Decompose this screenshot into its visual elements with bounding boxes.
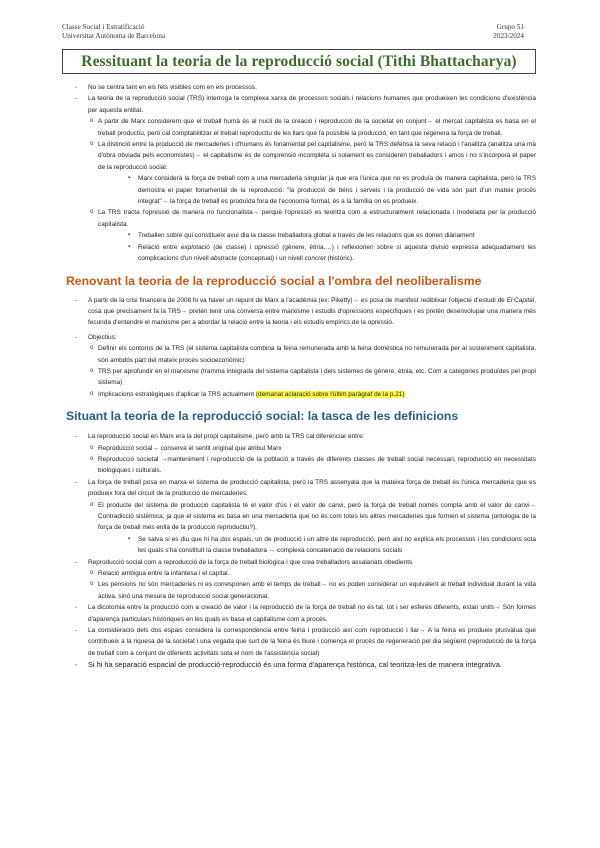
- list-item-text: TRS per aprofundir en el marxisme (tramma integrada del sistema capitalista i dels sistemes de gènere, ètnia, etc. Com a categories produïdes pel propi sistema): [98, 367, 536, 387]
- document-title: Ressituant la teoria de la reproducció social (Tithi Bhattacharya): [81, 52, 517, 70]
- list-item-text: A partir de Marx considerem que el treball humà és al nucli de la creació i reproducció de la societat en conjunt→ el mercat capitalista es basa en el treball productiu, però cal comptabilitzar el treball reproductiu de les llars que fa possible la producció, en tant que regenera la força de treball.: [98, 118, 536, 137]
- list-item: [66, 602, 536, 625]
- list-item: [66, 116, 536, 139]
- list-item: [66, 431, 536, 442]
- list-item: [66, 139, 536, 173]
- list-item: [66, 82, 536, 93]
- list-item-text: Relació ambigua entre la infantesa i el capital.: [98, 570, 230, 578]
- list-item: [66, 389, 536, 400]
- document-content: [66, 82, 536, 671]
- list-item-text: Reproducció social→ conserva el sentit original que atribuí Marx: [98, 444, 282, 452]
- academic-year: 2023/2024: [493, 32, 524, 40]
- list-item: [66, 207, 536, 230]
- list-item-text: La dicotomia entre la producció com a creació de valor i la reproducció de la força de treball no és tal, tot i ser esferes diferents, estan units→ Són formes d'aparença particulars històriques en les quals es basa el capitalisme com a procés.: [88, 604, 536, 623]
- list-item-text: Treballen sobre qui constitueix avui dia la classe treballadora global a través de les relacions que es donen diàriament: [138, 232, 475, 240]
- list-item: [66, 343, 536, 366]
- title-box: [62, 49, 536, 74]
- university-name: Universitat Autònoma de Barcelona: [62, 32, 166, 40]
- list-item-text: No se centra tant en els fets visibles com en els processos.: [88, 84, 257, 91]
- list-item: [66, 332, 536, 343]
- list-item-text: La reproducció social en Marx era la del propi capitalisme, però amb la TRS cal diferenciar entre:: [88, 433, 365, 441]
- list-item-text: Se salva si es diu que hi ha dos espais, un de producció i un altre de reproducció, però així no explica els processos i les condicions sota les quals s'ha constituït la classe treballadora → complexa concatenació de relacions socials: [138, 535, 536, 555]
- course-name: Classe Social i Estratificació: [62, 23, 145, 31]
- list-item-text: Les pensions no són mercaderies ni es corresponen amb el temps de treball→ no es poden considerar un equivalent al treball individual durant la vida activa, sinó una mesura de reproducció social generacional.: [98, 581, 536, 600]
- list-item: [66, 557, 536, 568]
- list-item-text: Implicacions estratègiques d'aplicar la TRS actualment: [98, 390, 255, 398]
- list-item-text: Objectius:: [88, 333, 117, 341]
- list-item-text: Si hi ha separació espacial de producció-reproducció és una forma d'aparença històrica, cal teoritza-les de manera integrativa.: [88, 660, 502, 670]
- list-item: [66, 568, 536, 579]
- list-item-text: La força de treball posa en marxa el sistema de producció capitalista, però la TRS assenyala que la mateixa força de treball és l'única mercaderia que es produeix fora del circuit de la producció de mercaderies.: [88, 478, 536, 498]
- list-item: [66, 454, 536, 477]
- list-item-text: La TRS tracta l'opressió de manera no funcionalista→ perquè l'opressió es teoritza com a estructuralment relacionada i modelada per la producció capitalista.: [98, 209, 536, 228]
- list-item-text: Reproducció societal →manteniment i reproducció de la població a través de diferents classes de treball social necessari, reproducció en necessitats biològiques i culturals.: [98, 455, 536, 475]
- list-item: - A partir de la crisi financera de 2008 hi va haver un repunt de Marx a l'acadèmia (ex: Piketty)→ es posa de manifest rediblixar l'objecte d'estudi de El Capital, cosa que precisament fa la TRS→ pretén tenir una conversa entre marxisme i estudis d'opressions específiques i es pretén desenvolupar una manera més fecunda d'entendre el marxisme per a abordar la relació entre la teoria i els estudis empírics de la opressió.: [66, 295, 536, 329]
- list-item: [66, 579, 536, 602]
- list-item-text: Definir els contorns de la TRS (el sistema capitalista combina la feina remunerada amb la feina domèstica no remunerada per al sosteniment capitalista, són ambdós part del mateix procés socioeconòmic): [98, 345, 536, 364]
- list-item-text: Marx considerà la força de treball com a una mercaderia singular ja que era l'única que no es produïa de manera capitalista, però la TRS demostra el paper fonamental de la reproducció: "la producció de béns i serveis i la producció de vida són part d'un mateix procés integrat"→ la força de treball es produïda fora de l'economia formal, és a la família on es produeix.: [138, 175, 536, 206]
- list-item: [66, 366, 536, 389]
- section-intro-list: [66, 82, 536, 265]
- section-heading-definitions: Situant la teoria de la reproducció social: la tasca de les definicions: [66, 409, 459, 424]
- list-item: [66, 173, 536, 207]
- list-item-text: Reproducció social com a reproducció de la força de treball biològica i que crea treballadors assalariats obedients: [88, 558, 413, 566]
- list-item-text: La distinció entre la producció de mercaderies i d'humans és fonamental pel capitalisme, però la TRS defensa la seva relació i l'analitza (analitza una mà d'obra obviada pels economistes)→ el capitalisme és de comprensió incompleta si solament es consideren treballadors i amos i no s'incorpora el paper de la reproducció social.: [98, 141, 536, 171]
- list-item: [66, 93, 536, 116]
- page-header-right: [493, 23, 524, 41]
- list-item-text: El producte del sistema de producció capitalista té el valor d'ús i el valor de canvi, però la força de treball només compta amb el valor de canvi→ Contradicció sistèmica, ja que el sistema es basa en una mercaderia que no és com totes les altres mercaderies que formen el sistema (ontologia de la força de treball més enllà de la producció reproductiu?).: [98, 501, 536, 532]
- section-definitions-list: [66, 431, 536, 671]
- page-header-left: [62, 23, 165, 41]
- list-item-text: La teoria de la reproducció social (TRS) interroga la complexa xarxa de processos socials i relacions humanes que produeixen les condicions d'existència per aquesta entitat.: [88, 95, 536, 114]
- list-item: [66, 625, 536, 659]
- list-item: [66, 659, 536, 671]
- highlighted-note: (demanat aclaració sobre l'últim paràgraf de la p.21): [255, 390, 405, 398]
- list-item: [66, 230, 536, 241]
- list-item-text: La consideració dels dos espais considera la correspondència entre feina i producció així com reproducció i llar→ A la feina es produeix plusvàlua que contribueix a la riquesa de la societat i una vegada que surt de la feina és lliure i comença el procés de regeneració pel dia següent (reproducció de la força de treball com a conjunt de diferents activitats sota el nom de l'assistència social): [88, 627, 536, 657]
- list-item: [66, 443, 536, 454]
- list-item: [66, 477, 536, 500]
- list-item: ▪ Relació entre explotació (de classe) i opressió (gènere, ètnia,…) i reflexionen sobre si aquesta divisió expressa adequadament les complicacions d'un nivell abstracte (conceptual) i un nivell concret (històric).: [66, 242, 536, 265]
- list-item: [66, 534, 536, 557]
- section-heading-neoliberalism: Renovant la teoria de la reproducció social a l'ombra del neoliberalisme: [66, 273, 482, 288]
- list-item: [66, 500, 536, 534]
- section-neoliberalism-list: [66, 295, 536, 401]
- group-label: Grupo 51: [496, 23, 524, 31]
